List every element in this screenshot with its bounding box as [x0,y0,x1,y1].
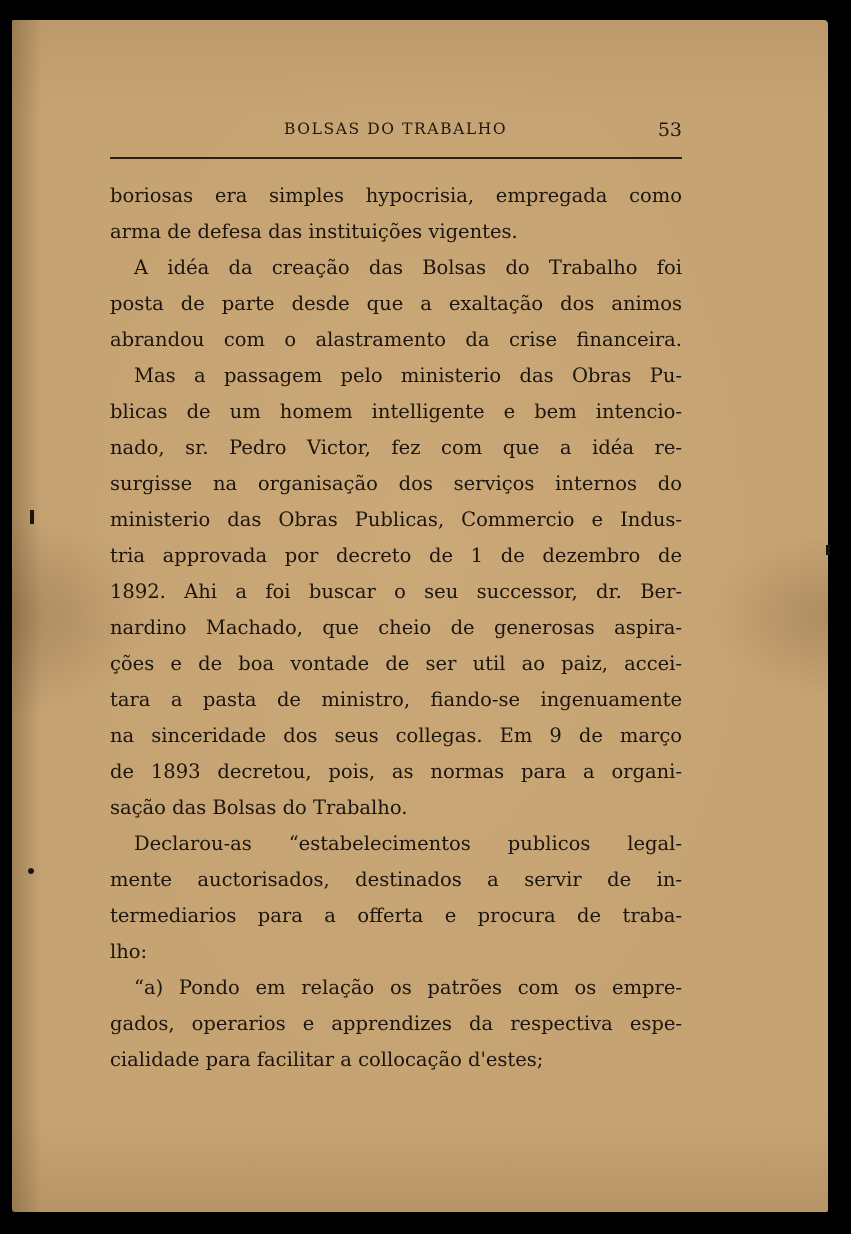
text-line: tria approvada por decreto de 1 de dezembro de [110,544,682,567]
text-line: 1892. Ahi a foi buscar o seu successor, dr. Ber- [110,580,682,603]
text-line: Declarou-as “estabelecimentos publicos legal- [134,832,682,855]
text-line: surgisse na organisação dos serviços internos do [110,472,682,495]
text-line: boriosas era simples hypocrisia, empregada como [110,184,682,207]
text-line: Mas a passagem pelo ministerio das Obras Pu- [134,364,682,387]
body-text [110,178,682,1078]
text-line: gados, operarios e apprendizes da respectiva espe- [110,1012,682,1035]
text-line: blicas de um homem intelligente e bem intencio- [110,400,682,423]
running-title: BOLSAS DO TRABALHO [284,120,508,138]
margin-mark [28,868,34,874]
text-line: tara a pasta de ministro, fiando-se ingenuamente [110,688,682,711]
margin-mark [30,510,34,524]
text-line: ções e de boa vontade de ser util ao paiz, accei- [110,652,682,675]
text-line: A idéa da creação das Bolsas do Trabalho foi [134,256,682,279]
page-spine-shadow [12,20,42,1212]
text-line: lho: [110,940,148,963]
page-number: 53 [657,119,682,141]
margin-mark [826,545,830,555]
text-line: posta de parte desde que a exaltação dos animos [110,292,682,315]
text-line: nardino Machado, que cheio de generosas aspira- [110,616,682,639]
text-line: termediarios para a offerta e procura de traba- [110,904,682,927]
text-line: mente auctorisados, destinados a servir de in- [110,868,682,891]
text-line: na sinceridade dos seus collegas. Em 9 de março [110,724,682,747]
text-line: cialidade para facilitar a collocação d'estes; [110,1048,544,1071]
text-line: abrandou com o alastramento da crise financeira. [110,328,682,351]
running-header [110,118,682,142]
text-line: arma de defesa das instituições vigentes. [110,220,518,243]
header-rule [110,157,682,159]
text-line: nado, sr. Pedro Victor, fez com que a idéa re- [110,436,682,459]
text-line: sação das Bolsas do Trabalho. [110,796,408,819]
text-line: ministerio das Obras Publicas, Commercio e Indus- [110,508,682,531]
text-line: “a) Pondo em relação os patrões com os empre- [134,976,682,999]
text-line: de 1893 decretou, pois, as normas para a organi- [110,760,682,783]
